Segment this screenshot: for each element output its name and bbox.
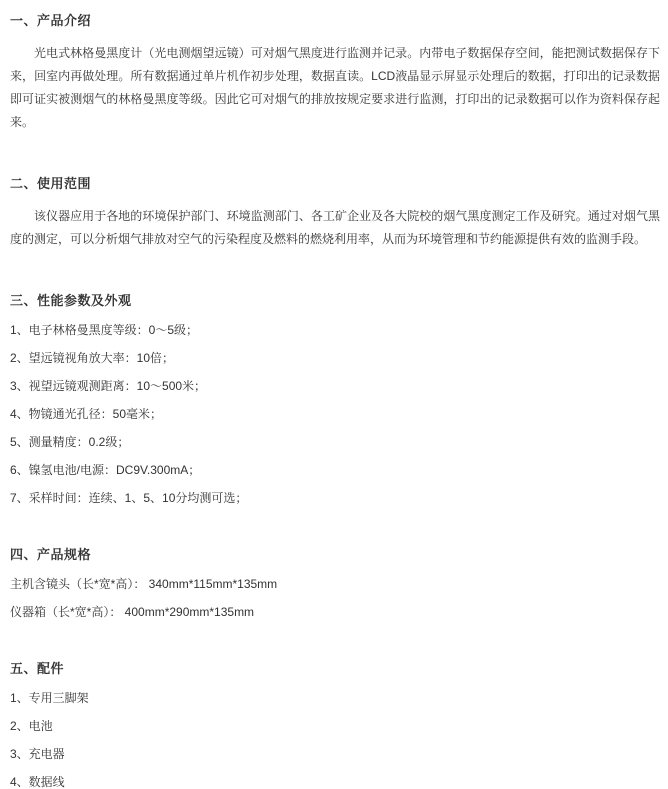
list-item-charger: 3、充电器 (10, 747, 65, 761)
section-product-intro (10, 13, 660, 134)
list-item-accuracy: 5、测量精度：0.2级； (10, 435, 130, 449)
section-performance-params (10, 293, 660, 505)
list-item-battery-power: 6、镍氢电池/电源：DC9V.300mA； (10, 463, 201, 477)
section-heading-accessories: 五、配件 (10, 661, 65, 676)
list-item-sampling-time: 7、采样时间：连续、1、5、10分均测可选； (10, 491, 248, 505)
list-item-case-dimensions: 仪器箱（长*宽*高）： 400mm*290mm*135mm (10, 605, 255, 619)
list-item-observation-distance: 3、视望远镜观测距离：10～500米； (10, 379, 207, 393)
paragraph-usage-scope: 该仪器应用于各地的环境保护部门、环境监测部门、各工矿企业及各大院校的烟气黑度测定工作及研究。通过对烟气黑度的测定，可以分析烟气排放对空气的污染程度及燃料的燃烧利用率，从而为环境管理和节约能源提供有效的监测手段。 (10, 209, 660, 246)
section-heading-usage-scope: 二、使用范围 (10, 176, 92, 191)
section-heading-performance-params: 三、性能参数及外观 (10, 293, 132, 308)
list-item-data-cable: 4、数据线 (10, 775, 65, 789)
list-item-tripod: 1、专用三脚架 (10, 691, 89, 705)
list-item-mainunit-dimensions: 主机含镜头（长*宽*高）： 340mm*115mm*135mm (10, 577, 278, 591)
section-heading-product-specs: 四、产品规格 (10, 547, 92, 562)
list-item-magnification: 2、望远镜视角放大率：10倍； (10, 351, 175, 365)
section-heading-product-intro: 一、产品介绍 (10, 13, 92, 28)
paragraph-product-intro: 光电式林格曼黑度计（光电测烟望远镜）可对烟气黑度进行监测并记录。内带电子数据保存空间，能把测试数据保存下来，回室内再做处理。所有数据通过单片机作初步处理，数据直读。LCD液晶显示屏显示处理后的数据，打印出的记录数据即可证实被测烟气的林格曼黑度等级。因此它可对烟气的排放按规定要求进行监测，打印出的记录数据可以作为资料保存起来。 (10, 46, 660, 129)
list-item-ringelmann-grade: 1、电子林格曼黑度等级：0～5级； (10, 323, 199, 337)
section-usage-scope (10, 176, 660, 251)
list-item-battery: 2、电池 (10, 719, 53, 733)
section-product-specs (10, 547, 660, 619)
section-accessories (10, 661, 660, 789)
list-item-lens-aperture: 4、物镜通光孔径：50毫米； (10, 407, 163, 421)
